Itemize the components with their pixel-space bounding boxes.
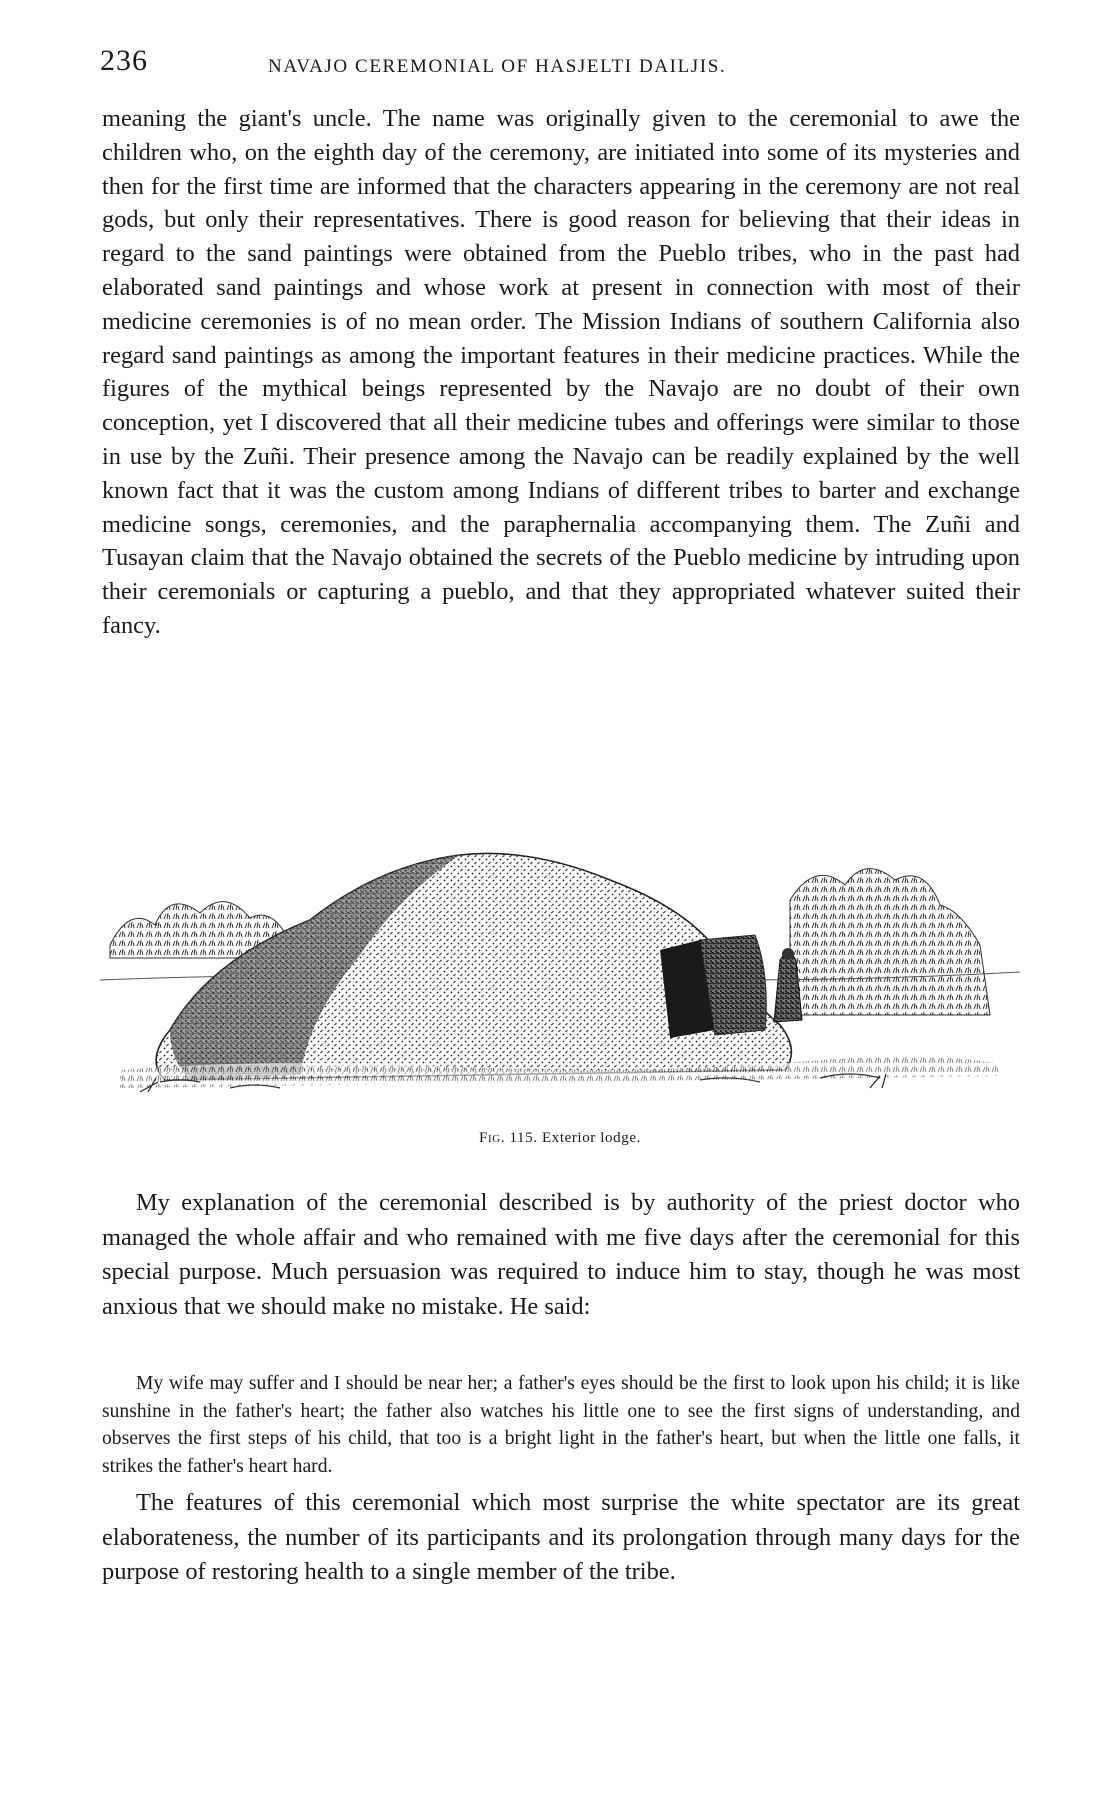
bush-right <box>790 869 990 1015</box>
figure-exterior-lodge <box>100 830 1020 1155</box>
running-head: NAVAJO CEREMONIAL OF HASJELTI DAILJIS. <box>268 56 727 77</box>
body-paragraph-3: The features of this ceremonial which most surprise the white spectator are its great elaborateness, the number of its participants and its prolongation through many days for the purpose of restoring health to a single member of the tribe. <box>102 1489 1020 1585</box>
figure-caption <box>100 1130 1020 1147</box>
page-number: 236 <box>100 44 148 77</box>
body-paragraph-1: meaning the giant's uncle. The name was originally given to the ceremonial to awe the children who, on the eighth day of the ceremony, are initiated into some of its mysteries and then for the first time are informed that the characters appearing in the ceremony are not real gods, but only their representatives. There is good reason for believing that their ideas in regard to the sand paintings were obtained from the Pueblo tribes, who in the past had elaborated sand paintings and whose work at present in connection with most of their medicine ceremonies is of no mean order. The Mission Indians of southern California also regard sand paintings as among the important features in their medicine practices. While the figures of the mythical beings represented by the Navajo are no doubt of their own conception, yet I discovered that all their medicine tubes and offerings were similar to those in use by the Zuñi. Their presence among the Navajo can be readily explained by the well known fact that it was the custom among Indians of different tribes to barter and exchange medicine songs, ceremonies, and the paraphernalia accompanying them. The Zuñi and Tusayan claim that the Navajo obtained the secrets of the Pueblo medicine by intruding upon their ceremonials or capturing a pueblo, and that they appropriated whatever suited their fancy. <box>102 105 1020 639</box>
page-header <box>100 44 1020 84</box>
figure-caption-text: Exterior lodge. <box>541 1130 641 1146</box>
body-paragraph-2: My explanation of the ceremonial described is by authority of the priest doctor who managed the whole affair and who remained with me five days after the ceremonial for this special purpose. Much persuasion was required to induce him to stay, though he was most anxious that we should make no mistake. He said: <box>102 1189 1020 1320</box>
block-quote: My wife may suffer and I should be near her; a father's eyes should be the first to look upon his child; it is like sunshine in the father's heart; the father also watches his little one to see the first signs of understanding, and observes the first steps of his child, that too is a bright light in the father's heart, but when the little one falls, it strikes the father's heart hard. <box>102 1373 1020 1477</box>
lodge-illustration <box>100 830 1020 1130</box>
figure-label: Fig. 115. <box>479 1130 538 1146</box>
